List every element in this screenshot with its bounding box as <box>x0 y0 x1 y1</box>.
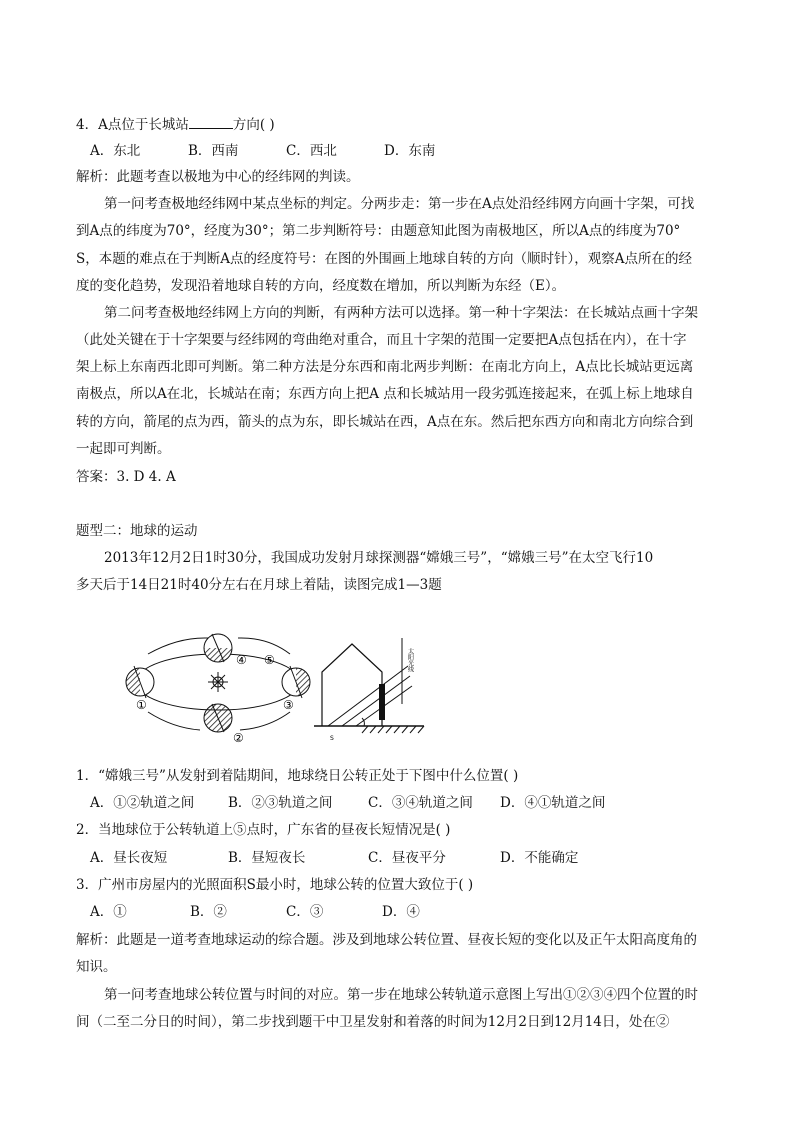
q1-option-b: B．②③轨道之间 <box>228 795 333 811</box>
s-label: S <box>330 735 334 742</box>
q1-options <box>90 794 610 812</box>
analysis-p2-line: 架上标上东南西北即可判断。第二种方法是分东西和南北两步判断：在南北方向上，A点比长城站更远离 <box>76 359 694 375</box>
q3-stem: 3．广州市房屋内的光照面积S最小时，地球公转的位置大致位于( ) <box>76 877 474 893</box>
earth-orbit-figure <box>118 632 438 747</box>
analysis-p2-line: 第二问考查极地经纬网上方向的判断，有两种方法可以选择。第一种十字架法：在长城站点画十字架 <box>104 305 698 321</box>
orbit-arrow <box>148 712 200 730</box>
q4-option-c: C．西北 <box>286 143 337 159</box>
q4-options <box>90 142 490 160</box>
analysis-p1-line: S，本题的难点在于判断A点的经度符号：在图的外围画上地球自转的方向（顺时针），观察A点所在的经 <box>76 251 692 267</box>
q3-option-c: C．③ <box>286 904 324 920</box>
answer-blank <box>189 116 233 129</box>
orbit-arrow <box>238 638 290 654</box>
analysis-p2-line: 南极点，所以A在北，长城站在南；东西方向上把A 点和长城站用一段劣弧连接起来，在弧上标上地球自 <box>76 386 694 402</box>
analysis2-p1-line: 间（二至二分日的时间），第二步找到题干中卫星发射和着落的时间为12月2日到12月14日，处在② <box>76 1014 670 1030</box>
section-title: 题型二：地球的运动 <box>76 523 198 539</box>
orbit-label-5: ⑤ <box>264 653 275 667</box>
analysis-p1-line: 第一问考查极地经纬网中某点坐标的判定。分两步走：第一步在A点处沿经纬网方向画十字架，可找 <box>104 196 695 212</box>
q2-option-c: C．昼夜平分 <box>368 850 446 866</box>
earth-icon <box>204 634 232 662</box>
orbit-label-3: ③ <box>283 698 294 712</box>
orbit-arrow <box>240 712 290 730</box>
q1-option-c: C．③④轨道之间 <box>368 795 473 811</box>
q2-stem: 2．当地球位于公转轨道上⑤点时，广东省的昼夜长短情况是( ) <box>76 822 451 838</box>
section-intro-line: 2013年12月2日1时30分，我国成功发射月球探测器“嫦娥三号”，“嫦娥三号”在太空飞行10 <box>104 550 654 566</box>
analysis-p1-line: 到A点的纬度为70°，经度为30°；第二步判断符号：由题意知此图为南极地区，所以A点的纬度为70° <box>76 223 681 239</box>
q3-option-d: D．④ <box>382 904 420 920</box>
analysis-p2-line: 转的方向，箭尾的点为西，箭头的点为东，即长城站在西，A点在东。然后把东西方向和南北方向综合到 <box>76 414 694 430</box>
analysis2-line: 解析：此题是一道考查地球运动的综合题。涉及到地球公转位置、昼夜长短的变化以及正午太阳高度角的 <box>76 932 697 948</box>
analysis2-line: 知识。 <box>76 959 117 975</box>
analysis-p2-line: 一起即可判断。 <box>76 441 171 457</box>
q1-stem: 1．“嫦娥三号”从发射到着陆期间，地球绕日公转正处于下图中什么位置( ) <box>76 768 519 784</box>
orbit-label-1: ① <box>136 698 147 712</box>
analysis-intro: 解析：此题考查以极地为中心的经纬网的判读。 <box>76 169 360 185</box>
q2-option-a: A．昼长夜短 <box>90 850 168 866</box>
sun-icon <box>208 672 228 692</box>
sunlight-label: 太阳光线 <box>406 648 414 672</box>
orbit-arrow <box>148 638 208 654</box>
q2-option-b: B．昼短夜长 <box>228 850 306 866</box>
q4-suffix: 方向( ) <box>232 117 275 133</box>
house-diagram <box>314 638 424 742</box>
q4-stem <box>76 116 275 134</box>
answer-line: 答案：3. D 4. A <box>76 469 176 485</box>
q2-options <box>90 849 610 867</box>
q4-option-d: D．东南 <box>384 143 436 159</box>
orbit-label-2: ② <box>233 731 244 745</box>
earth-icon <box>126 666 154 698</box>
q1-option-d: D．④①轨道之间 <box>500 795 606 811</box>
analysis2-p1-line: 第一问考查地球公转位置与时间的对应。第一步在地球公转轨道示意图上写出①②③④四个位置的时 <box>104 987 698 1003</box>
analysis-p1-line: 度的变化趋势，发现沿着地球自转的方向，经度数在增加，所以判断为东经（E）。 <box>76 278 566 294</box>
earth-icon <box>282 666 310 698</box>
q4-prefix: 4．A点位于长城站 <box>76 117 189 133</box>
orbit-label-4: ④ <box>236 653 247 667</box>
orbit-diagram <box>118 632 438 747</box>
q4-option-a: A．东北 <box>90 143 141 159</box>
q3-option-b: B．② <box>190 904 227 920</box>
q2-option-d: D．不能确定 <box>500 850 579 866</box>
q3-options <box>90 903 490 921</box>
q4-option-b: B．西南 <box>188 143 239 159</box>
analysis-p2-line: （此处关键在于十字架要与经纬网的弯曲绝对重合，而且十字架的范围一定要把A点包括在内），在十字 <box>76 332 687 348</box>
q1-option-a: A．①②轨道之间 <box>90 795 195 811</box>
section-intro-line: 多天后于14日21时40分左右在月球上着陆，读图完成1—3题 <box>76 577 442 593</box>
earth-icon <box>204 704 232 732</box>
q3-option-a: A．① <box>90 904 127 920</box>
